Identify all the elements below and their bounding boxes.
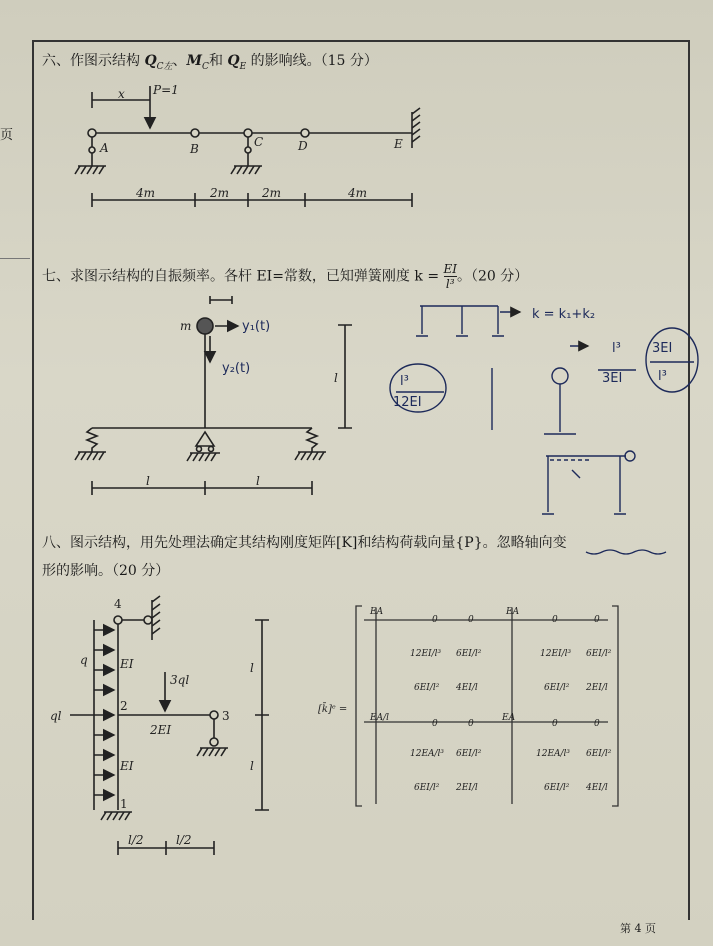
- m-r4-c1: EA/l: [370, 713, 389, 723]
- q7-structure-diagram: [75, 296, 352, 495]
- m-r6-c4: 4EI/l: [586, 783, 608, 793]
- m-r2-c1: 12EI/l³: [410, 649, 442, 659]
- m-r6-c3: 6EI/l²: [544, 783, 570, 793]
- m-r4-c3: 0: [468, 719, 474, 729]
- question-8-text-line2: 形的影响。（20 分）: [42, 563, 170, 579]
- hw-y2: y₂(t): [222, 361, 251, 376]
- q8-label-half2: l/2: [176, 833, 192, 847]
- q6-dim-4: 4m: [348, 186, 368, 200]
- m-r1-c2: 0: [432, 615, 438, 625]
- page-number: 第 4 页: [620, 922, 656, 935]
- m-r5-c4: 6EI/l²: [586, 749, 612, 759]
- q8-label-EI-bot: EI: [120, 759, 134, 773]
- m-r2-c4: 6EI/l²: [586, 649, 612, 659]
- hw-circ2-num: 3EI: [652, 341, 673, 356]
- m-r5-c3: 12EA/l³: [536, 749, 571, 759]
- q8-label-2EI: 2EI: [150, 723, 172, 737]
- hw-y1: y₁(t): [242, 319, 271, 334]
- q6-label-D: D: [298, 139, 308, 153]
- q8-node-1: 1: [120, 797, 128, 811]
- q6-dim-2: 2m: [210, 186, 230, 200]
- q6-hinge-D: [301, 129, 309, 137]
- side-page-label: 页: [0, 128, 14, 143]
- m-r3-c2: 4EI/l: [456, 683, 478, 693]
- q6-label-E: E: [394, 137, 403, 151]
- m-r5-c2: 6EI/l²: [456, 749, 482, 759]
- q6-dim-3: 2m: [262, 186, 282, 200]
- m-r3-c4: 2EI/l: [586, 683, 608, 693]
- m-r4-c5: 0: [552, 719, 558, 729]
- hw-frac2-den: 3EI: [602, 371, 623, 386]
- q6-label-P: P=1: [153, 83, 179, 97]
- stiffness-matrix: [356, 606, 618, 806]
- m-r6-c1: 6EI/l²: [414, 783, 440, 793]
- q6-label-C: C: [254, 135, 264, 149]
- q8-node-3: 3: [222, 709, 230, 723]
- q6-hinge-C: [244, 129, 252, 137]
- hw-circ1-den: 12EI: [393, 395, 422, 410]
- hw-k-equation: k = k₁+k₂: [532, 307, 596, 322]
- m-r1-c6: 0: [594, 615, 600, 625]
- q8-label-l-bot: l: [250, 759, 254, 773]
- stiffness-fraction: $\frac{EI}{\text{l³}}$: [443, 262, 457, 291]
- m-r1-c1: EA: [370, 607, 384, 617]
- q8-node-4: 4: [114, 597, 122, 611]
- m-r2-c3: 12EI/l³: [540, 649, 572, 659]
- q7-handwritten-sketches: [390, 306, 698, 514]
- q8-label-load: 3ql: [170, 673, 190, 687]
- m-r6-c2: 2EI/l: [456, 783, 478, 793]
- q8-label-half1: l/2: [128, 833, 144, 847]
- hw-circ2-den: l³: [658, 369, 667, 384]
- q7-label-l-2: l: [256, 474, 260, 488]
- question-6-text: 六、作图示结构 $Q_{C左}$、$M_C$和 $Q_E$ 的影响线。（15 分）: [42, 53, 378, 72]
- m-r1-c5: 0: [552, 615, 558, 625]
- q7-label-m: m: [180, 319, 192, 333]
- m-r1-c3: 0: [468, 615, 474, 625]
- q6-label-B: B: [190, 142, 199, 156]
- q6-dim-1: 4m: [136, 186, 156, 200]
- matrix-entries: [318, 607, 612, 793]
- hw-frac2-num: l³: [612, 341, 621, 356]
- matrix-label: [k̄]ᵉ =: [318, 704, 348, 715]
- q6-hinge-A: [88, 129, 96, 137]
- q6-beam-diagram: [75, 86, 420, 207]
- q8-label-ql: ql: [50, 709, 62, 723]
- m-r3-c3: 6EI/l²: [544, 683, 570, 693]
- q7-label-l-1: l: [146, 474, 150, 488]
- question-8-text-line1: 八、图示结构，用先处理法确定其结构刚度矩阵[K]和结构荷载向量{P}。忽略轴向变: [42, 535, 567, 551]
- hw-circ1-num: l³: [400, 374, 409, 389]
- hw-underline: [586, 550, 666, 554]
- m-r4-c6: 0: [594, 719, 600, 729]
- q7-mass: [197, 318, 213, 334]
- m-r4-c4: EA: [502, 713, 516, 723]
- m-r3-c1: 6EI/l²: [414, 683, 440, 693]
- q7-label-l-vert: l: [334, 371, 338, 385]
- q6-hinge-B: [191, 129, 199, 137]
- m-r2-c2: 6EI/l²: [456, 649, 482, 659]
- q6-label-x: x: [118, 87, 125, 101]
- m-r4-c2: 0: [432, 719, 438, 729]
- q8-label-q: q: [80, 653, 88, 667]
- q8-label-l-top: l: [250, 661, 254, 675]
- q7-handwritten-notes: [222, 307, 672, 410]
- q8-node-2: 2: [120, 699, 128, 713]
- question-7-text: 七、求图示结构的自振频率。各杆 EI=常数，已知弹簧刚度 k = $\frac{EI}{\text{l³}}$ 。（20 分）: [42, 262, 529, 291]
- q6-label-A: A: [100, 141, 109, 155]
- q8-label-EI-top: EI: [120, 657, 134, 671]
- m-r1-c4: EA: [506, 607, 520, 617]
- m-r5-c1: 12EA/l³: [410, 749, 445, 759]
